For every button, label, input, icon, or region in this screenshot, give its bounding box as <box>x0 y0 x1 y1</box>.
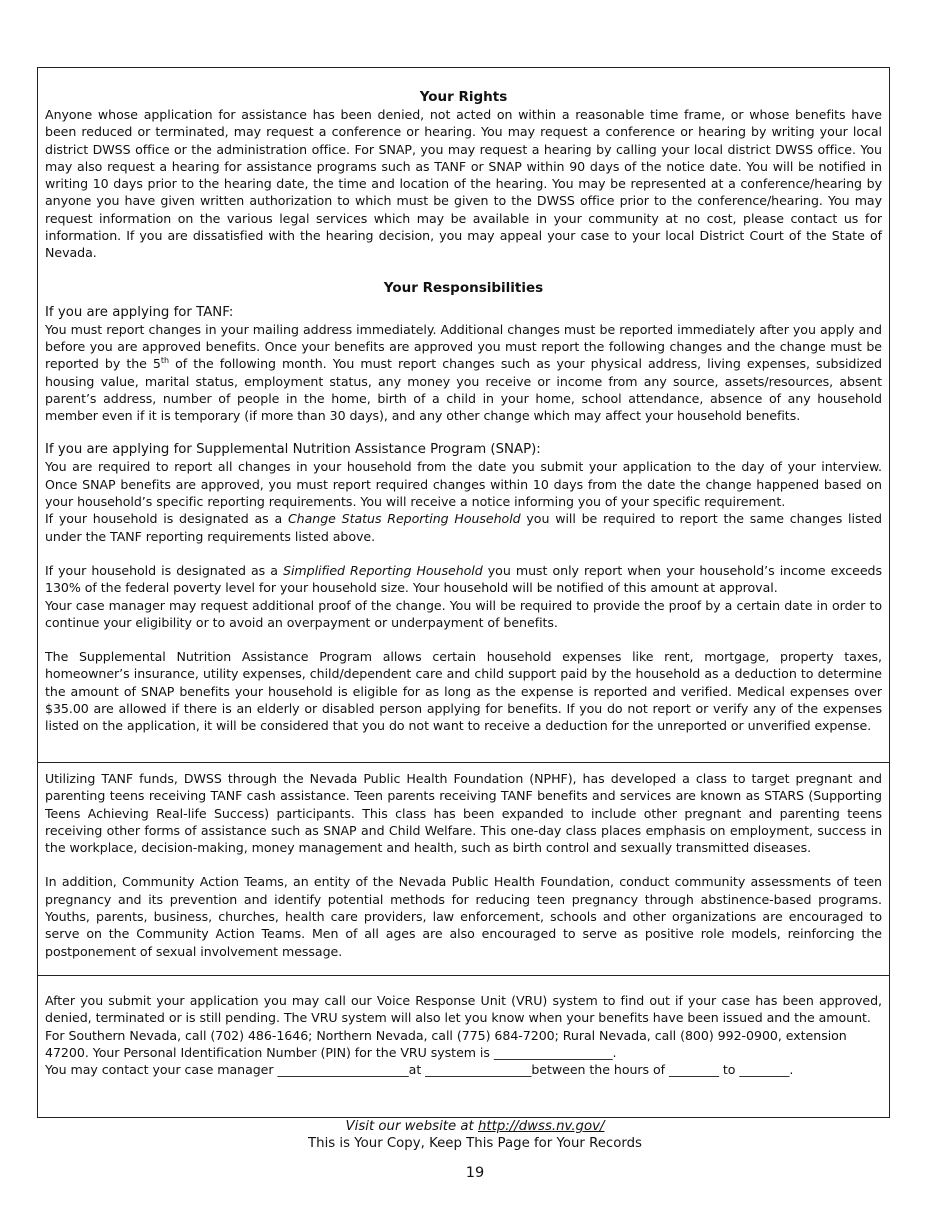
tanf-heading: If you are applying for TANF: <box>45 304 234 320</box>
copy-note: This is Your Copy, Keep This Page for Your Records <box>308 1136 642 1151</box>
snap-change-status: If your household is designated as a Change Status Reporting Household you will be required to report the same changes listed under the TANF reporting requirements listed above. <box>45 511 882 544</box>
snap-deduction: The Supplemental Nutrition Assistance Program allows certain household expenses like rent, mortgage, property taxes, homeowner’s insurance, utility expenses, child/dependent care and child support paid by the household as a deduction to determine the amount of SNAP benefits your household is eligible for as long as the expense is reported and verified. Medical expenses over $35.00 are allowed if there is an elderly or disabled person applying for benefits. If you do not report or verify any of the expenses listed on the application, it will be considered that you do not want to receive a deduction for the unreported or unverified expense. <box>45 649 882 734</box>
rights-body: Anyone whose application for assistance has been denied, not acted on within a reasonable time frame, or whose benefits have been reduced or terminated, may request a conference or hearing. You may request a conference or hearing by writing your local district DWSS office or the administration office. For SNAP, you may request a hearing by calling your local district DWSS office. You may also request a hearing for assistance programs such as TANF or SNAP within 90 days of the notice date. You will be notified in writing 10 days prior to the hearing date, the time and location of the hearing. You may be represented at a conference/hearing by anyone you have given written authorization to which must be given to the DWSS office prior to the conference/hearing. You may request information on the various legal services which may be available in your community at no cost, please contact us for information. If you are dissatisfied with the hearing decision, you may appeal your case to your local District Court of the State of Nevada. <box>45 107 882 261</box>
snap-body: You are required to report all changes in your household from the date you submit your application to the day of your interview. Once SNAP benefits are approved, you must report required changes within 10 days from the date the change happened based on your household’s specific reporting requirements. You will receive a notice informing you of your specific requirement. <box>45 459 882 510</box>
website-line: Visit our website at http://dwss.nv.gov/ <box>345 1119 605 1134</box>
rights-title: Your Rights <box>419 89 508 105</box>
responsibilities-title: Your Responsibilities <box>383 279 544 296</box>
tanf-body: You must report changes in your mailing address immediately. Additional changes must be reported immediately after you apply and before you are approved benefits. Once your benefits are approved you must report the following changes and the change must be reported by the 5th of the following month. You must report changes such as your physical address, living expenses, subsidized housing value, marital status, employment status, any money you receive or income from any source, assets/resources, absent parent’s address, number of people in the home, birth of a child in your home, school attendance, absence of any household member even if it is temporary (if more than 30 days), and any other change which may affect your household benefits. <box>45 321 882 424</box>
stars-para-1: Utilizing TANF funds, DWSS through the Nevada Public Health Foundation (NPHF), has developed a class to target pregnant and parenting teens receiving TANF cash assistance. Teen parents receiving TANF benefits and services are known as STARS (Supporting Teens Achieving Real-life Success) participants. This class has been expanded to include other pregnant and parenting teens receiving other forms of assistance such as SNAP and Child Welfare. This one-day class places emphasis on employment, success in the workplace, decision-making, money management and health, such as birth control and sexually transmitted diseases. <box>45 771 882 856</box>
page-number: 19 <box>465 1165 485 1181</box>
stars-para-2: In addition, Community Action Teams, an entity of the Nevada Public Health Foundation, conduct community assessments of teen pregnancy and its prevention and identify potential methods for reducing teen pregnancy through abstinence-based programs. Youths, parents, business, churches, health care providers, law enforcement, schools and other organizations are encouraged to serve on the Community Action Teams. Men of all ages are also encouraged to serve as positive role models, reinforcing the postponement of sexual involvement message. <box>45 874 882 959</box>
vru-section <box>37 975 890 1118</box>
rights-responsibilities-section <box>37 67 890 763</box>
vru-para-1: After you submit your application you may call our Voice Response Unit (VRU) system to find out if your case has been approved, denied, terminated or is still pending. The VRU system will also let you know when your benefits have been issued and the amount. <box>45 993 882 1026</box>
snap-heading: If you are applying for Supplemental Nutrition Assistance Program (SNAP): <box>45 442 541 458</box>
snap-proof: Your case manager may request additional proof of the change. You will be required to provide the proof by a certain date in order to continue your eligibility or to avoid an overpayment or underpayment of benefits. <box>45 597 882 630</box>
vru-para-2: For Southern Nevada, call (702) 486-1646; Northern Nevada, call (775) 684-7200; Rural Nevada, call (800) 992-0900, extension 47200. Your Personal Identification Number (PIN) for the VRU system is ___________________. <box>45 1027 847 1060</box>
stars-section <box>37 762 890 976</box>
vru-para-3: You may contact your case manager _____________________at _________________between the hours of ________ to ________. <box>45 1062 794 1078</box>
website-link[interactable]: http://dwss.nv.gov/ <box>477 1119 605 1134</box>
snap-simplified: If your household is designated as a Simplified Reporting Household you must only report when your household’s income exceeds 130% of the federal poverty level for your household size. Your household will be notified of this amount at approval. <box>45 562 882 596</box>
